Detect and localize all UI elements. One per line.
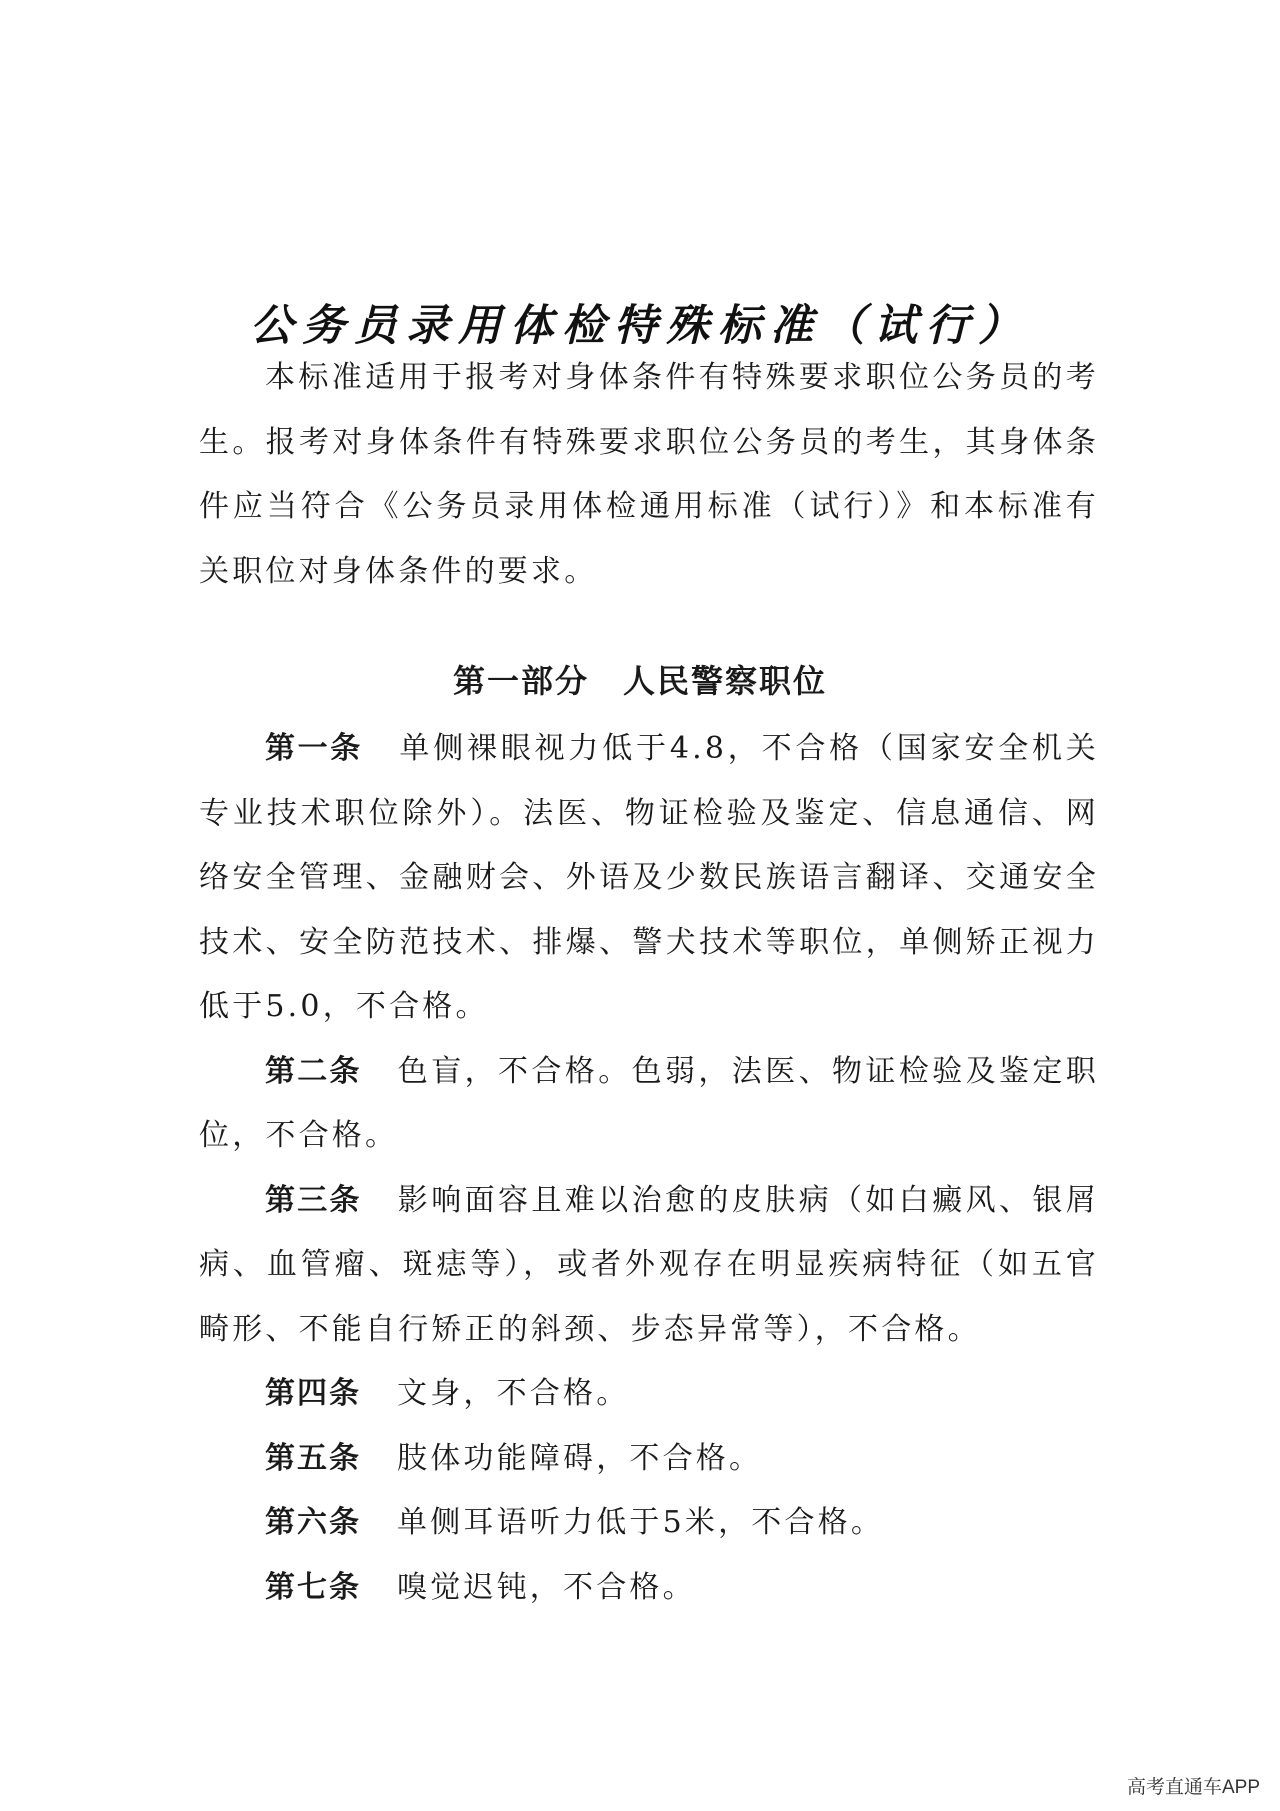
article-5 (199, 1427, 1099, 1492)
article-label: 第六条 (265, 1505, 361, 1540)
article-4 (199, 1362, 1099, 1427)
document-title: 公务员录用体检特殊标准（试行） (250, 301, 1030, 351)
article-text: 嗅觉迟钝，不合格。 (397, 1569, 696, 1605)
article-text: 单侧耳语听力低于5米，不合格。 (397, 1505, 885, 1540)
article-text: 肢体功能障碍，不合格。 (397, 1440, 763, 1476)
article-label: 第一条 (265, 731, 363, 766)
intro-block (199, 346, 1099, 604)
article-label: 第二条 (265, 1053, 362, 1089)
article-text: 色盲，不合格。色弱，法医、物证检验及鉴定职位，不合格。 (199, 1053, 1100, 1153)
intro-paragraph: 本标准适用于报考对身体条件有特殊要求职位公务员的考生。报考对身体条件有特殊要求职位公务员的考生，其身体条件应当符合《公务员录用体检通用标准（试行）》和本标准有关职位对身体条件的要求。 (199, 360, 1099, 589)
article-label: 第三条 (265, 1182, 362, 1218)
article-text: 文身，不合格。 (397, 1376, 630, 1411)
articles-block (199, 717, 1099, 1620)
article-1 (199, 717, 1099, 1040)
article-3 (199, 1169, 1099, 1363)
article-7 (199, 1556, 1099, 1621)
section-title: 第一部分 人民警察职位 (452, 662, 827, 700)
article-text: 单侧裸眼视力低于4.8，不合格（国家安全机关专业技术职位除外）。法医、物证检验及鉴定、信息通信、网络安全管理、金融财会、外语及少数民族语言翻译、交通安全技术、安全防范技术、排爆、警犬技术等职位，单侧矫正视力低于5.0，不合格。 (199, 731, 1100, 1024)
app-watermark: 高考直通车APP (1126, 1777, 1260, 1798)
article-6 (199, 1491, 1099, 1556)
article-label: 第四条 (265, 1376, 361, 1411)
article-text: 影响面容且难以治愈的皮肤病（如白癜风、银屑病、血管瘤、斑痣等），或者外观存在明显疾病特征（如五官畸形、不能自行矫正的斜颈、步态异常等），不合格。 (199, 1182, 1100, 1347)
article-2 (199, 1040, 1099, 1169)
article-label: 第五条 (265, 1440, 361, 1476)
article-label: 第七条 (265, 1569, 361, 1605)
